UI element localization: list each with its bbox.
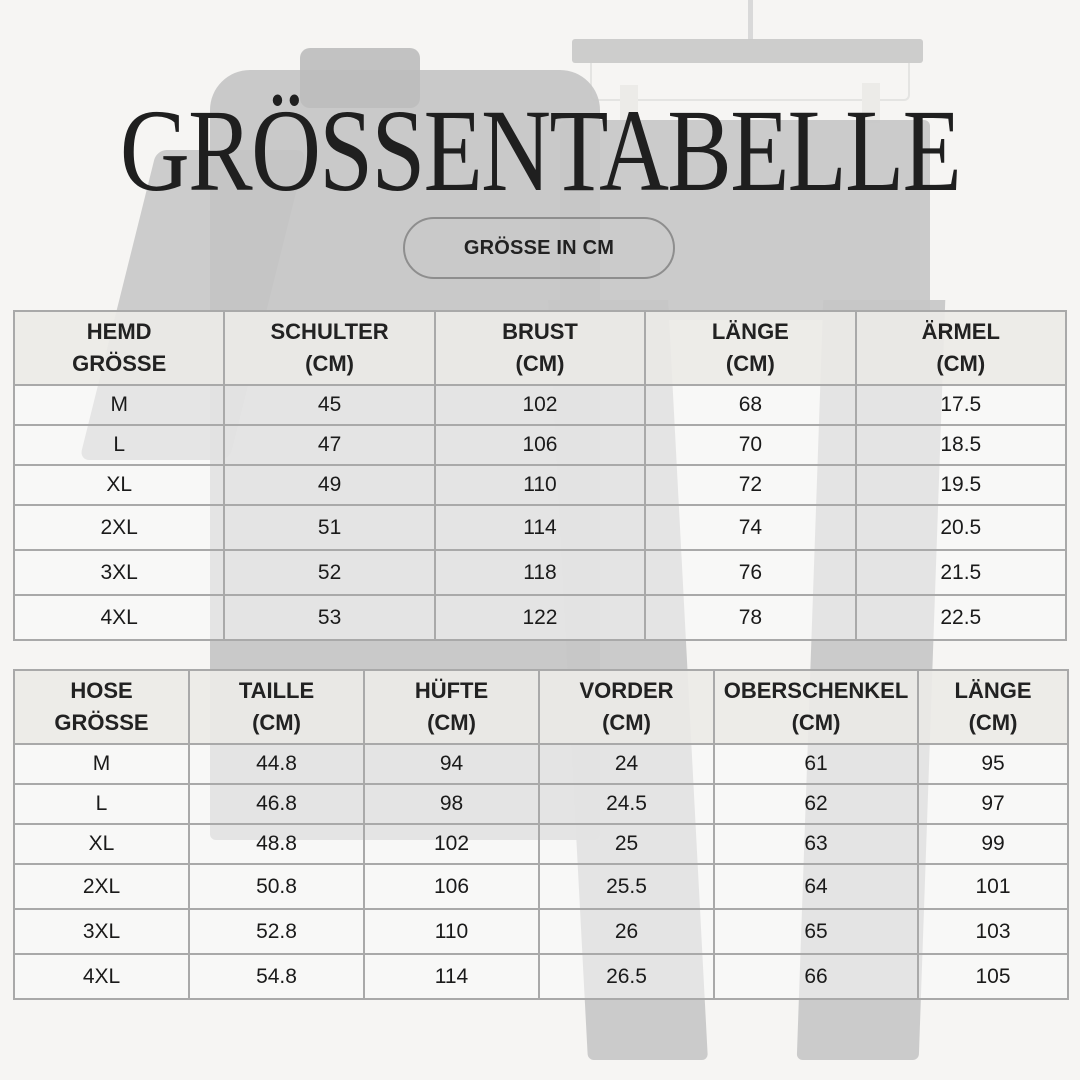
cell-front-rise: 26.5 bbox=[539, 954, 714, 999]
cell-size: XL bbox=[14, 824, 189, 864]
cell-chest: 118 bbox=[435, 550, 645, 595]
table-row bbox=[14, 744, 1068, 784]
column-header-thigh: OBERSCHENKEL (CM) bbox=[714, 670, 918, 744]
table-row bbox=[14, 864, 1068, 909]
unit-badge-label: GRÖSSE IN CM bbox=[463, 236, 615, 259]
cell-size: 4XL bbox=[14, 595, 224, 640]
column-header-chest: BRUST (CM) bbox=[435, 311, 645, 385]
cell-sleeve: 19.5 bbox=[856, 465, 1066, 505]
cell-length: 97 bbox=[918, 784, 1068, 824]
table-row bbox=[14, 595, 1066, 640]
hanger-bar-image bbox=[572, 39, 923, 63]
cell-waist: 48.8 bbox=[189, 824, 364, 864]
cell-size: 2XL bbox=[14, 505, 224, 550]
table-row bbox=[14, 784, 1068, 824]
cell-size: 3XL bbox=[14, 550, 224, 595]
cell-sleeve: 21.5 bbox=[856, 550, 1066, 595]
cell-size: L bbox=[14, 425, 224, 465]
column-header-length: LÄNGE (CM) bbox=[918, 670, 1068, 744]
column-header-size: HEMD GRÖSSE bbox=[14, 311, 224, 385]
cell-waist: 44.8 bbox=[189, 744, 364, 784]
cell-shoulder: 52 bbox=[224, 550, 434, 595]
cell-length: 76 bbox=[645, 550, 855, 595]
column-header-hip: HÜFTE (CM) bbox=[364, 670, 539, 744]
cell-waist: 52.8 bbox=[189, 909, 364, 954]
table-row bbox=[14, 909, 1068, 954]
cell-size: L bbox=[14, 784, 189, 824]
cell-length: 105 bbox=[918, 954, 1068, 999]
cell-length: 70 bbox=[645, 425, 855, 465]
cell-hip: 106 bbox=[364, 864, 539, 909]
cell-length: 103 bbox=[918, 909, 1068, 954]
cell-shoulder: 53 bbox=[224, 595, 434, 640]
cell-length: 74 bbox=[645, 505, 855, 550]
cell-front-rise: 25.5 bbox=[539, 864, 714, 909]
cell-hip: 94 bbox=[364, 744, 539, 784]
cell-size: M bbox=[14, 744, 189, 784]
cell-thigh: 66 bbox=[714, 954, 918, 999]
cell-waist: 54.8 bbox=[189, 954, 364, 999]
table-row bbox=[14, 385, 1066, 425]
table-row bbox=[14, 824, 1068, 864]
shirt-size-table bbox=[13, 310, 1067, 641]
cell-length: 78 bbox=[645, 595, 855, 640]
cell-size: 3XL bbox=[14, 909, 189, 954]
cell-chest: 106 bbox=[435, 425, 645, 465]
cell-front-rise: 24 bbox=[539, 744, 714, 784]
cell-sleeve: 17.5 bbox=[856, 385, 1066, 425]
cell-chest: 110 bbox=[435, 465, 645, 505]
cell-sleeve: 18.5 bbox=[856, 425, 1066, 465]
cell-thigh: 65 bbox=[714, 909, 918, 954]
cell-length: 68 bbox=[645, 385, 855, 425]
cell-size: XL bbox=[14, 465, 224, 505]
table-row bbox=[14, 550, 1066, 595]
cell-thigh: 64 bbox=[714, 864, 918, 909]
cell-front-rise: 26 bbox=[539, 909, 714, 954]
hanger-hook-image bbox=[748, 0, 753, 40]
cell-hip: 110 bbox=[364, 909, 539, 954]
table-header-row bbox=[14, 670, 1068, 744]
column-header-sleeve: ÄRMEL (CM) bbox=[856, 311, 1066, 385]
cell-length: 72 bbox=[645, 465, 855, 505]
page-title: GRÖSSENTABELLE bbox=[119, 85, 961, 216]
cell-length: 99 bbox=[918, 824, 1068, 864]
unit-badge bbox=[403, 217, 675, 279]
cell-hip: 98 bbox=[364, 784, 539, 824]
cell-shoulder: 51 bbox=[224, 505, 434, 550]
cell-size: M bbox=[14, 385, 224, 425]
cell-thigh: 62 bbox=[714, 784, 918, 824]
cell-chest: 114 bbox=[435, 505, 645, 550]
cell-sleeve: 22.5 bbox=[856, 595, 1066, 640]
cell-thigh: 61 bbox=[714, 744, 918, 784]
cell-hip: 102 bbox=[364, 824, 539, 864]
cell-shoulder: 49 bbox=[224, 465, 434, 505]
cell-size: 2XL bbox=[14, 864, 189, 909]
table-row bbox=[14, 425, 1066, 465]
cell-front-rise: 24.5 bbox=[539, 784, 714, 824]
column-header-size: HOSE GRÖSSE bbox=[14, 670, 189, 744]
cell-chest: 122 bbox=[435, 595, 645, 640]
cell-size: 4XL bbox=[14, 954, 189, 999]
cell-shoulder: 47 bbox=[224, 425, 434, 465]
column-header-waist: TAILLE (CM) bbox=[189, 670, 364, 744]
cell-chest: 102 bbox=[435, 385, 645, 425]
cell-hip: 114 bbox=[364, 954, 539, 999]
table-row bbox=[14, 505, 1066, 550]
cell-waist: 50.8 bbox=[189, 864, 364, 909]
cell-length: 95 bbox=[918, 744, 1068, 784]
column-header-front-rise: VORDER (CM) bbox=[539, 670, 714, 744]
cell-sleeve: 20.5 bbox=[856, 505, 1066, 550]
table-row bbox=[14, 465, 1066, 505]
table-header-row bbox=[14, 311, 1066, 385]
cell-length: 101 bbox=[918, 864, 1068, 909]
cell-shoulder: 45 bbox=[224, 385, 434, 425]
cell-thigh: 63 bbox=[714, 824, 918, 864]
column-header-length: LÄNGE (CM) bbox=[645, 311, 855, 385]
cell-waist: 46.8 bbox=[189, 784, 364, 824]
table-row bbox=[14, 954, 1068, 999]
pants-size-table bbox=[13, 669, 1069, 1000]
cell-front-rise: 25 bbox=[539, 824, 714, 864]
column-header-shoulder: SCHULTER (CM) bbox=[224, 311, 434, 385]
